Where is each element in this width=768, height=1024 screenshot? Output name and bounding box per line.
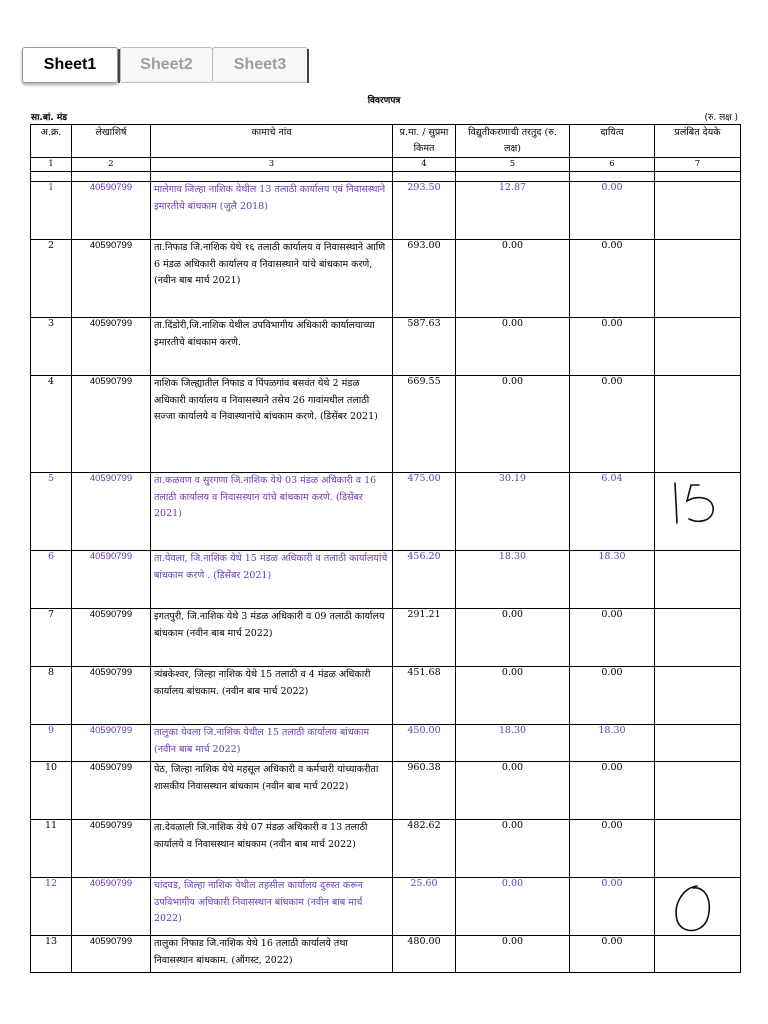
row-pending-bills[interactable] — [655, 240, 741, 318]
row-description[interactable]: तालुका येवला जि.नाशिक येथील 15 तलाठी कार्यालय बांधकाम (नवीन बाब मार्च 2022) — [151, 725, 393, 762]
row-pending-bills[interactable] — [655, 473, 741, 551]
row-description[interactable]: ता.देवळाली जि.नाशिक येथे 07 मंडळ अधिकारी व 13 तलाठी कार्यालये व निवासस्थान बांधकाम (नवीन बाब मार्च 2022) — [151, 820, 393, 878]
row-cost[interactable]: 587.63 — [393, 318, 456, 376]
row-electrification[interactable]: 0.00 — [456, 667, 570, 725]
row-electrification[interactable]: 0.00 — [456, 240, 570, 318]
row-number[interactable]: 6 — [31, 551, 72, 609]
sheet-tab-2[interactable]: Sheet2 — [120, 47, 213, 83]
table-row — [31, 318, 741, 376]
table-row — [31, 182, 741, 240]
row-liability[interactable]: 0.00 — [570, 936, 655, 973]
row-cost[interactable]: 450.00 — [393, 725, 456, 762]
row-liability[interactable]: 0.00 — [570, 878, 655, 936]
table-row — [31, 820, 741, 878]
row-account-code[interactable]: 40590799 — [72, 473, 151, 551]
row-number[interactable]: 4 — [31, 376, 72, 473]
row-account-code[interactable]: 40590799 — [72, 318, 151, 376]
row-description[interactable]: नाशिक जिल्ह्यातील निफाड व पिंपळगांव बसवंत येथे 2 मंडळ अधिकारी कार्यालय व निवासस्थाने तसेच 26 गावांमधील तलाठी सज्जा कार्यालये व निवास्थानांचे बांधकाम करणे. (डिसेंबर 2021) — [151, 376, 393, 473]
header-cell: कामाचे नांव — [151, 125, 393, 158]
column-number: 1 — [31, 158, 72, 172]
sheet-tab-1[interactable]: Sheet1 — [22, 47, 118, 83]
row-cost[interactable]: 291.21 — [393, 609, 456, 667]
row-liability[interactable]: 0.00 — [570, 182, 655, 240]
row-description[interactable]: त्र्यंबकेश्वर, जिल्हा नाशिक येथे 15 तलाठी व 4 मंडळ अधिकारी कार्यालय बांधकाम. (नवीन बाब मार्च 2022) — [151, 667, 393, 725]
sheet-tab-3[interactable]: Sheet3 — [212, 47, 308, 83]
row-cost[interactable]: 693.00 — [393, 240, 456, 318]
row-pending-bills[interactable] — [655, 667, 741, 725]
table-row — [31, 725, 741, 762]
row-number[interactable]: 5 — [31, 473, 72, 551]
row-number[interactable]: 11 — [31, 820, 72, 878]
row-account-code[interactable]: 40590799 — [72, 182, 151, 240]
row-liability[interactable]: 0.00 — [570, 667, 655, 725]
row-cost[interactable]: 475.00 — [393, 473, 456, 551]
row-number[interactable]: 2 — [31, 240, 72, 318]
handwritten-stroke — [676, 886, 709, 931]
row-cost[interactable]: 482.62 — [393, 820, 456, 878]
row-electrification[interactable]: 18.30 — [456, 725, 570, 762]
row-pending-bills[interactable] — [655, 936, 741, 973]
tab-separator — [307, 49, 309, 83]
row-description[interactable]: इगतपुरी, जि.नाशिक येथे 3 मंडळ अधिकारी व 09 तलाठी कार्यालय बांधकाम (नवीन बाब मार्च 2022) — [151, 609, 393, 667]
row-cost[interactable]: 960.38 — [393, 762, 456, 820]
handwritten-mark — [663, 880, 733, 940]
spacer-row — [31, 172, 741, 182]
row-account-code[interactable]: 40590799 — [72, 878, 151, 936]
row-electrification[interactable]: 0.00 — [456, 376, 570, 473]
row-account-code[interactable]: 40590799 — [72, 609, 151, 667]
table-row — [31, 240, 741, 318]
header-cell: प्रलंबित देयके — [655, 125, 741, 158]
sheet-tab-bar — [22, 47, 312, 85]
table-row — [31, 376, 741, 473]
row-account-code[interactable]: 40590799 — [72, 667, 151, 725]
document-title: विवरणपत्र — [367, 96, 401, 106]
row-electrification[interactable]: 18.30 — [456, 551, 570, 609]
row-pending-bills[interactable] — [655, 878, 741, 936]
column-number: 7 — [655, 158, 741, 172]
row-cost[interactable]: 480.00 — [393, 936, 456, 973]
row-pending-bills[interactable] — [655, 609, 741, 667]
row-liability[interactable]: 0.00 — [570, 820, 655, 878]
table-row — [31, 667, 741, 725]
column-number-row — [31, 158, 741, 172]
table-header-row — [31, 125, 741, 158]
row-pending-bills[interactable] — [655, 376, 741, 473]
row-liability[interactable]: 0.00 — [570, 376, 655, 473]
row-cost[interactable]: 25.60 — [393, 878, 456, 936]
row-number[interactable]: 13 — [31, 936, 72, 973]
row-electrification[interactable]: 0.00 — [456, 820, 570, 878]
row-number[interactable]: 9 — [31, 725, 72, 762]
row-account-code[interactable]: 40590799 — [72, 725, 151, 762]
row-pending-bills[interactable] — [655, 551, 741, 609]
column-number: 3 — [151, 158, 393, 172]
row-liability[interactable]: 0.00 — [570, 240, 655, 318]
row-cost[interactable]: 451.68 — [393, 667, 456, 725]
table-row — [31, 762, 741, 820]
row-account-code[interactable]: 40590799 — [72, 820, 151, 878]
row-number[interactable]: 7 — [31, 609, 72, 667]
row-electrification[interactable]: 0.00 — [456, 762, 570, 820]
table-row — [31, 878, 741, 936]
row-account-code[interactable]: 40590799 — [72, 240, 151, 318]
row-pending-bills[interactable] — [655, 725, 741, 762]
row-liability[interactable]: 0.00 — [570, 318, 655, 376]
handwritten-mark — [663, 475, 733, 535]
row-description[interactable]: ता.कळवण व सुरगणा जि.नाशिक येथे 03 मंडळ अधिकारी व 16 तलाठी कार्यालय व निवासस्थान यांचे बांधकाम करणे. (डिसेंबर 2021) — [151, 473, 393, 551]
table-row — [31, 609, 741, 667]
row-liability[interactable]: 0.00 — [570, 609, 655, 667]
row-description[interactable]: तालुका निफाड जि.नाशिक येथे 16 तलाठी कार्यालये तथा निवासस्थान बांधकाम. (ऑगस्ट, 2022) — [151, 936, 393, 973]
row-description[interactable]: ता.दिंडोरी,जि.नाशिक येथील उपविभागीय अधिकारी कार्यालयाच्या इमारतीचे बांधकाम करणे. — [151, 318, 393, 376]
row-cost[interactable]: 456.20 — [393, 551, 456, 609]
row-pending-bills[interactable] — [655, 820, 741, 878]
row-liability[interactable]: 18.30 — [570, 551, 655, 609]
row-liability[interactable]: 0.00 — [570, 762, 655, 820]
row-electrification[interactable]: 0.00 — [456, 318, 570, 376]
header-cell: प्र.मा. / सुप्रमा किमत — [393, 125, 456, 158]
row-description[interactable]: मालेगाव जिल्हा नाशिक येथील 13 तलाठी कार्यालय एवं निवासस्थाने इमारतीचे बांधकाम (जुलै 2018) — [151, 182, 393, 240]
row-cost[interactable]: 293.50 — [393, 182, 456, 240]
row-number[interactable]: 12 — [31, 878, 72, 936]
row-description[interactable]: ता.निफाड जि.नाशिक येथे १६ तलाठी कार्यालय व निवासस्थाने आणि 6 मंडळ अधिकारी कार्यालय व निवासस्थाने यांचे बांधकाम करणे, (नवीन बाब मार्च 2021) — [151, 240, 393, 318]
row-account-code[interactable]: 40590799 — [72, 762, 151, 820]
row-description[interactable]: चांदवड, जिल्हा नाशिक येथील तहसील कार्यालय दुरुस्त करून उपविभागीय अधिकारी निवासस्थान बांधकाम (नवीन बाब मार्च 2022) — [151, 878, 393, 936]
table-row — [31, 936, 741, 973]
handwritten-stroke — [675, 483, 713, 523]
row-electrification[interactable]: 0.00 — [456, 936, 570, 973]
row-electrification[interactable]: 0.00 — [456, 609, 570, 667]
column-number: 6 — [570, 158, 655, 172]
table-row — [31, 551, 741, 609]
row-number[interactable]: 1 — [31, 182, 72, 240]
row-number[interactable]: 3 — [31, 318, 72, 376]
header-cell: दायित्व — [570, 125, 655, 158]
row-liability[interactable]: 6.04 — [570, 473, 655, 551]
column-number: 5 — [456, 158, 570, 172]
row-electrification[interactable]: 0.00 — [456, 878, 570, 936]
unit-label: (रु. लक्ष ) — [704, 113, 738, 123]
row-account-code[interactable]: 40590799 — [72, 376, 151, 473]
works-table — [30, 124, 741, 973]
column-number: 2 — [72, 158, 151, 172]
row-number[interactable]: 8 — [31, 667, 72, 725]
row-cost[interactable]: 669.55 — [393, 376, 456, 473]
header-cell: अ.क्र. — [31, 125, 72, 158]
row-account-code[interactable]: 40590799 — [72, 936, 151, 973]
office-label: सा.बां. मंड — [31, 113, 68, 123]
row-number[interactable]: 10 — [31, 762, 72, 820]
row-account-code[interactable]: 40590799 — [72, 551, 151, 609]
row-description[interactable]: पेठ, जिल्हा नाशिक येथे महसूल अधिकारी व कर्मचारी यांच्याकरीता शासकीय निवासस्थान बांधकाम (नवीन बाब मार्च 2022) — [151, 762, 393, 820]
header-cell: लेखाशिर्ष — [72, 125, 151, 158]
table-row — [31, 473, 741, 551]
row-liability[interactable]: 18.30 — [570, 725, 655, 762]
row-description[interactable]: ता.येवला, जि.नाशिक येथे 15 मंडळ अधिकारी व तलाठी कार्यालयांचे बांधकाम करणे . (डिसेंबर 2021) — [151, 551, 393, 609]
row-pending-bills[interactable] — [655, 182, 741, 240]
row-pending-bills[interactable] — [655, 762, 741, 820]
column-number: 4 — [393, 158, 456, 172]
row-electrification[interactable]: 30.19 — [456, 473, 570, 551]
row-pending-bills[interactable] — [655, 318, 741, 376]
header-cell: विद्युतीकरणाची तरतुद (रु. लक्ष) — [456, 125, 570, 158]
row-electrification[interactable]: 12.87 — [456, 182, 570, 240]
